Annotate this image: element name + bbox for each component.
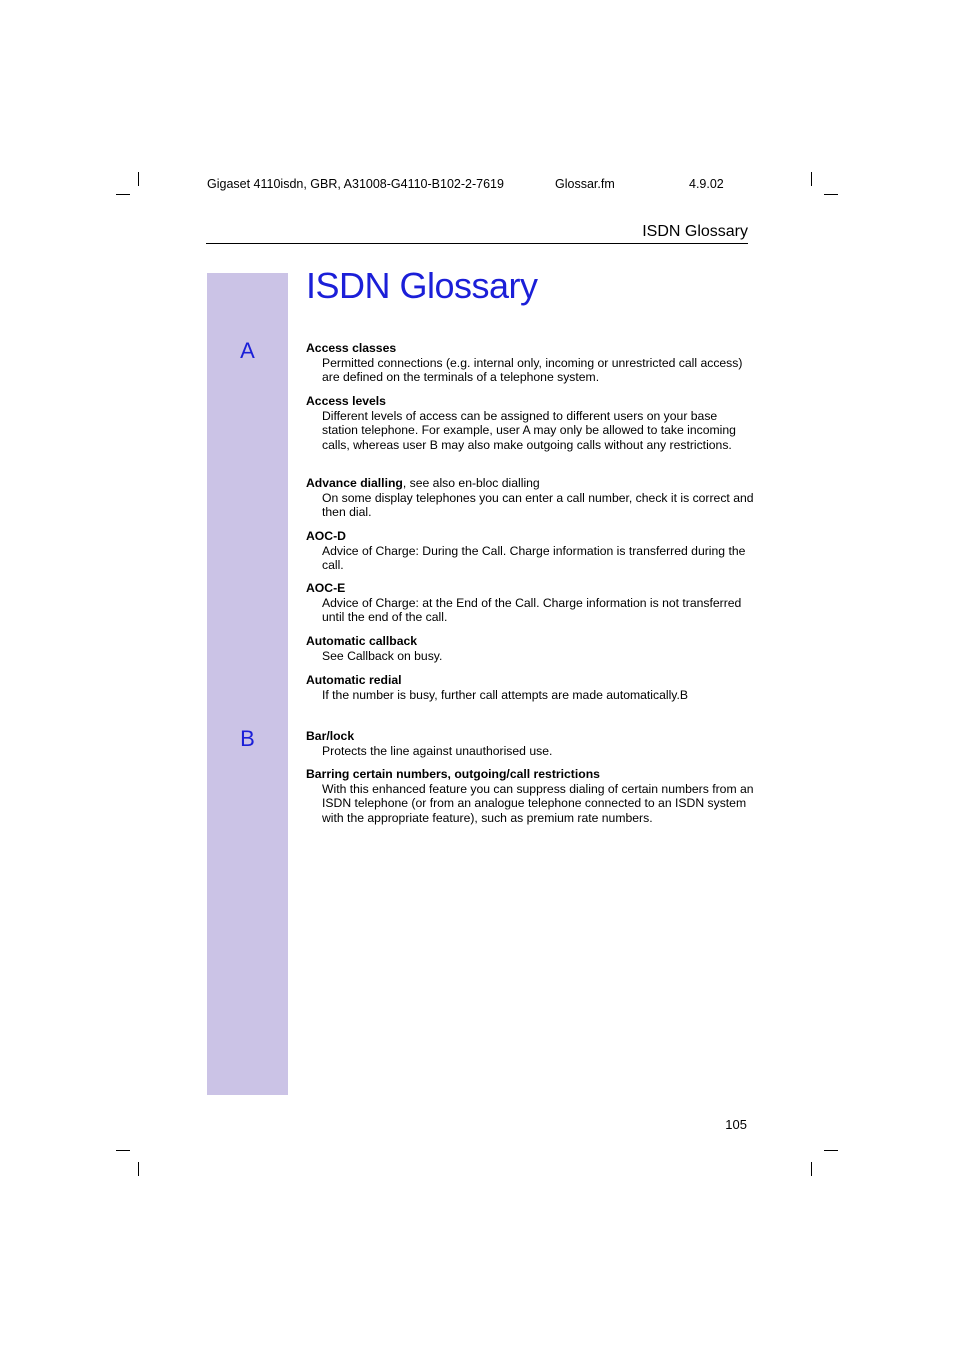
entry-term: Barring certain numbers, outgoing/call restrictions — [306, 767, 600, 781]
entry-term: Automatic callback — [306, 634, 418, 648]
entry-term: Access levels — [306, 394, 386, 408]
entry-definition: Advice of Charge: During the Call. Charge information is transferred during the call. — [322, 543, 746, 573]
file-name: Glossar.fm — [555, 177, 615, 191]
doc-date: 4.9.02 — [689, 177, 724, 191]
section-letter-a: A — [240, 338, 255, 363]
glossary-entry — [306, 341, 754, 385]
glossary-entry — [306, 729, 754, 758]
entry-term: Access classes — [306, 341, 397, 355]
entry-term: Advance dialling — [306, 476, 403, 490]
glossary-entry — [306, 529, 754, 573]
entry-definition: On some display telephones you can enter a call number, check it is correct and then dial. — [322, 490, 754, 520]
running-head: ISDN Glossary — [642, 223, 748, 240]
crop-mark — [138, 1162, 139, 1176]
entry-definition: Permitted connections (e.g. internal only, incoming or unrestricted call access) are defined on the terminals of a telephone system. — [322, 355, 743, 385]
crop-mark — [824, 1150, 838, 1151]
entry-term-suffix: , see also en-bloc dialling — [402, 476, 540, 490]
glossary-entry — [306, 767, 754, 825]
entry-definition: Protects the line against unauthorised use. — [322, 743, 553, 758]
entry-term: Bar/lock — [306, 729, 355, 743]
glossary-entry — [306, 581, 754, 625]
crop-mark — [811, 1162, 812, 1176]
entry-term: AOC-E — [306, 581, 346, 595]
entry-term: Automatic redial — [306, 673, 402, 687]
entry-definition: If the number is busy, further call attempts are made automatically.B — [322, 687, 689, 702]
glossary-entry — [306, 394, 754, 452]
doc-id: Gigaset 4110isdn, GBR, A31008-G4110-B102-2-7619 — [207, 177, 504, 191]
glossary-entry — [306, 476, 754, 520]
page-number: 105 — [725, 1117, 747, 1132]
crop-mark — [811, 172, 812, 186]
glossary-entry — [306, 673, 754, 702]
header-rule — [206, 243, 748, 244]
entry-definition: Advice of Charge: at the End of the Call. Charge information is not transferred until the end of the call. — [322, 595, 742, 625]
page-title: ISDN Glossary — [306, 265, 538, 306]
glossary-entry — [306, 634, 754, 663]
crop-mark — [116, 194, 130, 195]
sidebar-band — [207, 273, 288, 1095]
entry-definition: See Callback on busy. — [322, 648, 443, 663]
entry-definition: With this enhanced feature you can suppress dialing of certain numbers from an ISDN telephone (or from an analogue telephone connected to an ISDN system with the appropriate feature), such as premium rate numbers. — [322, 781, 754, 825]
section-letter-b: B — [240, 726, 255, 751]
crop-mark — [138, 172, 139, 186]
entry-definition: Different levels of access can be assigned to different users on your base station telephone. For example, user A may only be allowed to take incoming calls, whereas user B may also make outgoing calls without any restrictions. — [322, 408, 736, 452]
entry-term: AOC-D — [306, 529, 346, 543]
crop-mark — [824, 194, 838, 195]
crop-mark — [116, 1150, 130, 1151]
